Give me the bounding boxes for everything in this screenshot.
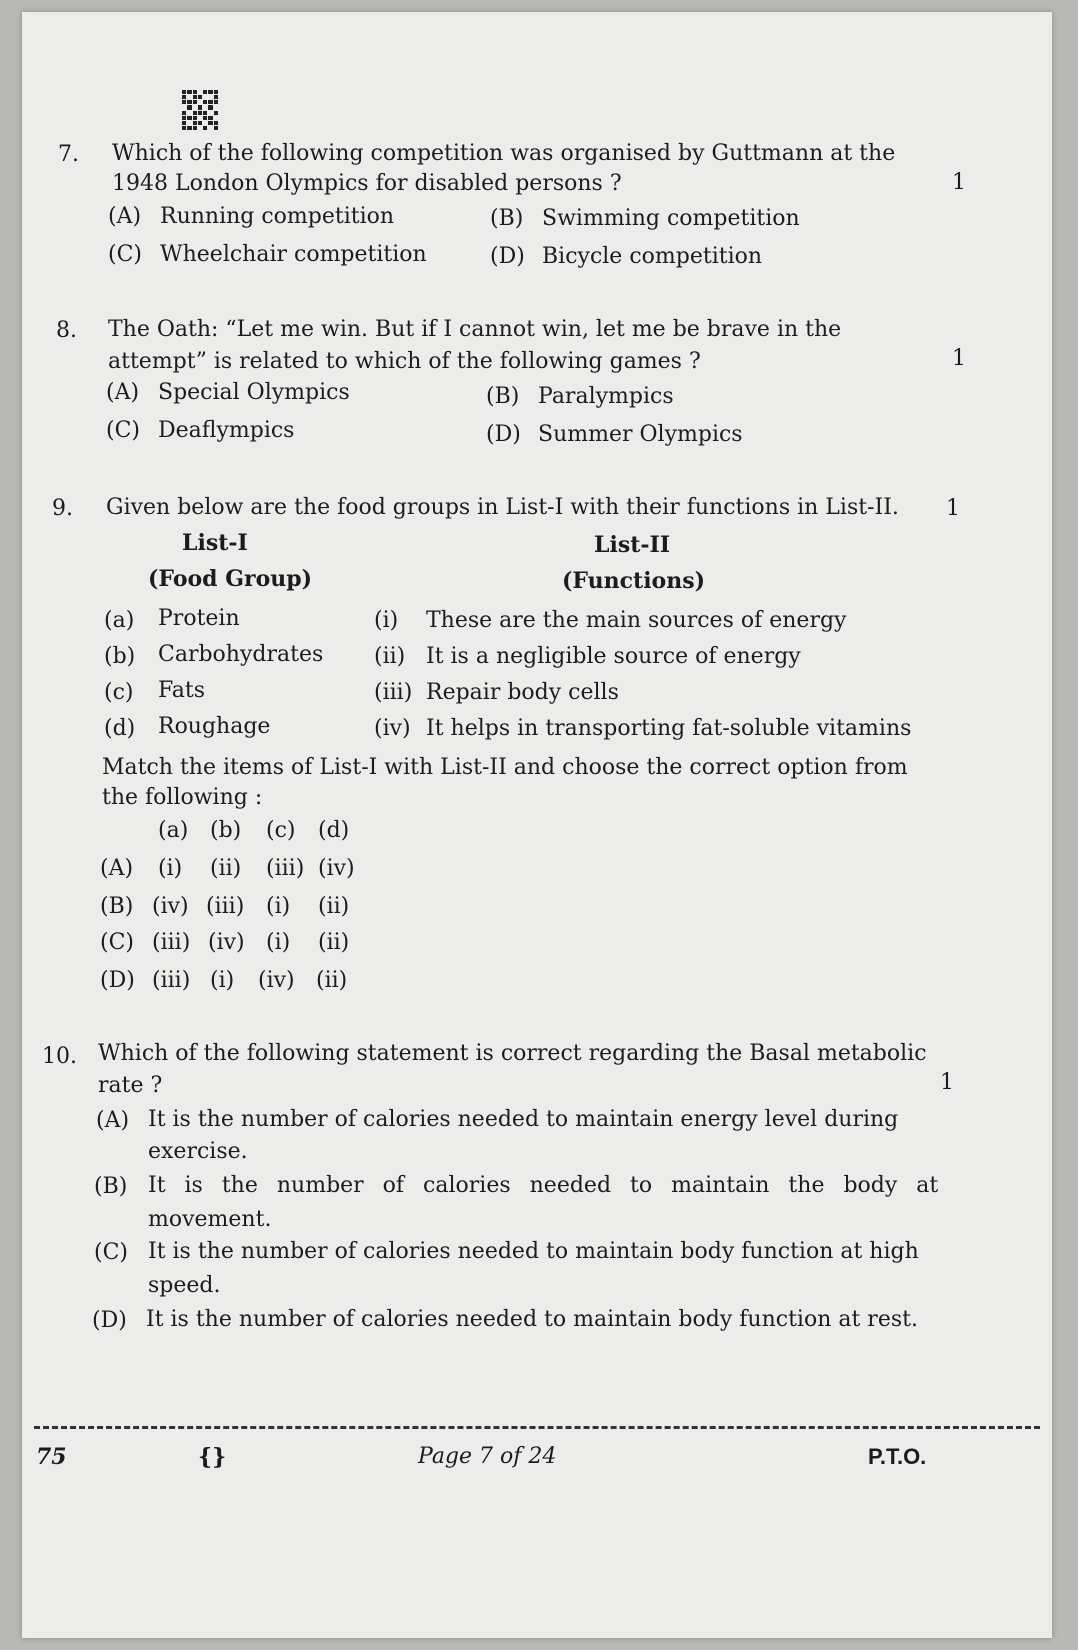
option-b[interactable]: (B) Swimming competition bbox=[490, 206, 800, 231]
list-1-title: List-I bbox=[182, 530, 248, 556]
question-number: 10. bbox=[42, 1044, 77, 1069]
braces: {} bbox=[198, 1444, 227, 1470]
footer-divider bbox=[34, 1426, 1040, 1429]
qr-code-icon bbox=[182, 90, 218, 130]
option-b[interactable]: (B) Paralympics bbox=[486, 384, 674, 409]
question-text-line-2: rate ? bbox=[98, 1073, 163, 1098]
marks: 1 bbox=[952, 170, 966, 195]
option-c[interactable]: (C) Deaflympics bbox=[106, 418, 295, 443]
question-text-line-1: Which of the following statement is correct regarding the Basal metabolic bbox=[98, 1041, 927, 1066]
pto-label: P.T.O. bbox=[868, 1444, 927, 1469]
list-2-title: List-II bbox=[594, 532, 671, 558]
code-option-c[interactable]: (C) (iii) (iv) (i) (ii) bbox=[100, 930, 350, 955]
exam-page: 7. Which of the following competition was organised by Guttmann at the 1948 London Olympics for disabled persons ? 1 (A) Running competition (B) Swimming competition (C) Wheelchair competition (D) Bicycle competition 8. The Oath: “Let me win. But if I cannot win, let me be brave in the attempt” is related to which of the following games ? 1 (A) Special Olympics (B) Paralympics (C) Deaflympics (D) Summer Olympics 9. Given below are the food groups in List-I with their functions in List-II. 1 List-I (Food Group) List-II (Functions) (a) Protein (i) These are the main sources of energy (b) Carbohydrates (ii) It is a negligible source of energy (c) Fats (iii) Repair body cells (d) Roughage (iv) It helps in transporting fat-soluble vitamins Match the items of List-I with List-II and choose the correct option from the following : (a) (b) (c) (d) (A) (i) (ii) (iii) (iv) (B) (iv) (iii) (i) (ii) (C) (iii) (iv) (i) (ii) (D) (iii) (i) (iv) (ii) 10. Which of the following statement is correct regarding the Basal metabolic rate ? 1 (A) It is the number of calories needed to maintain energy level during exercise. (B) It is the number of calories needed to maintain the body at movement. (C) It is the number of calories needed to maintain body function at high speed. (D) It is the number of calories needed to maintain body function at rest. 75 {} Page 7 of 24 P.T.O. bbox=[22, 12, 1052, 1638]
paper-code: 75 bbox=[36, 1444, 67, 1470]
list-2-subtitle: (Functions) bbox=[562, 568, 706, 594]
question-text-line-1: The Oath: “Let me win. But if I cannot win, let me be brave in the bbox=[108, 317, 842, 342]
question-text-line-1: Which of the following competition was organised by Guttmann at the bbox=[112, 141, 896, 166]
question-number: 7. bbox=[58, 142, 79, 167]
question-number: 9. bbox=[52, 496, 73, 521]
question-text-line-2: attempt” is related to which of the following games ? bbox=[108, 349, 701, 374]
question-number: 8. bbox=[56, 318, 77, 343]
instruction-line-1: Match the items of List-I with List-II and choose the correct option from bbox=[102, 755, 908, 780]
option-d[interactable]: (D) Bicycle competition bbox=[490, 244, 763, 269]
marks: 1 bbox=[940, 1070, 954, 1095]
code-option-b[interactable]: (B) (iv) (iii) (i) (ii) bbox=[100, 894, 350, 919]
list-1-subtitle: (Food Group) bbox=[148, 566, 313, 592]
marks: 1 bbox=[952, 346, 966, 371]
option-d[interactable]: (D) Summer Olympics bbox=[486, 422, 743, 447]
instruction-line-2: the following : bbox=[102, 785, 263, 810]
page-number: Page 7 of 24 bbox=[418, 1444, 557, 1469]
option-a[interactable]: (A) Special Olympics bbox=[106, 380, 350, 405]
option-a[interactable]: (A) Running competition bbox=[108, 204, 395, 229]
question-text-line-1: Given below are the food groups in List-I with their functions in List-II. bbox=[106, 495, 899, 520]
code-option-a[interactable]: (A) (i) (ii) (iii) (iv) bbox=[100, 856, 355, 881]
question-text-line-2: 1948 London Olympics for disabled persons ? bbox=[112, 171, 622, 196]
code-header: (a) (b) (c) (d) bbox=[158, 818, 350, 843]
option-c[interactable]: (C) Wheelchair competition bbox=[108, 242, 427, 267]
code-option-d[interactable]: (D) (iii) (i) (iv) (ii) bbox=[100, 968, 348, 993]
marks: 1 bbox=[946, 496, 960, 521]
